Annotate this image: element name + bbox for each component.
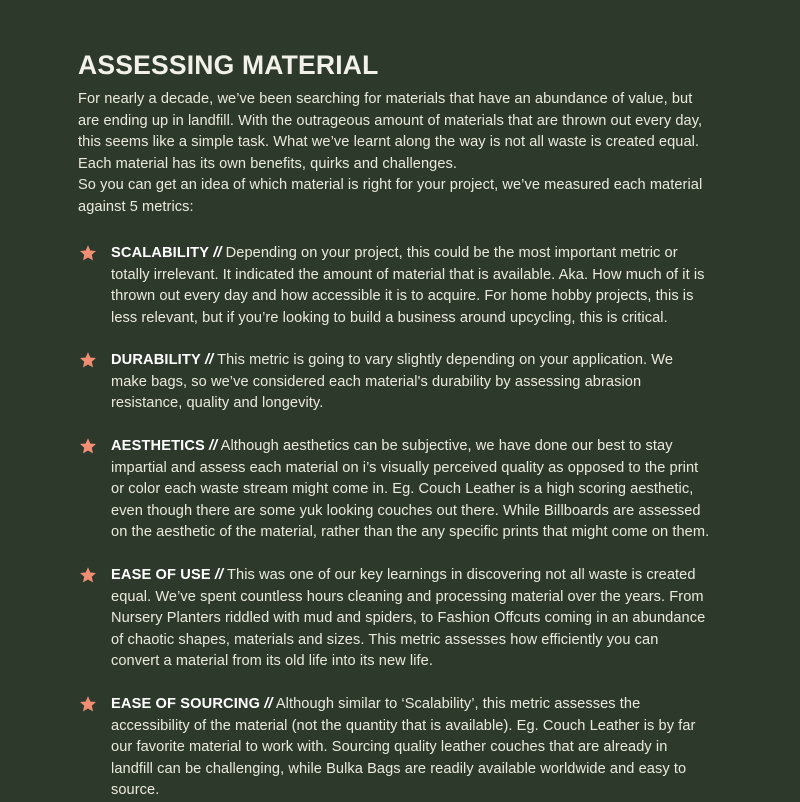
metric-label: AESTHETICS: [111, 438, 205, 455]
metric-label: SCALABILITY: [111, 244, 210, 261]
metric-item: [78, 565, 710, 673]
star-icon: [79, 566, 97, 584]
metric-paragraph: [111, 694, 710, 802]
metric-item: [78, 694, 710, 802]
star-icon: [79, 351, 97, 369]
metric-item: [78, 436, 710, 544]
metric-body: Although similar to ‘Scalability’, this metric assesses the accessibility of the material (not the quantity that is available). Eg. Couch Leather is by far our favorite material to work with. Sourcing quality leather couches that are already in landfill can be challenging, while Bulka Bags are readily available worldwide and easy to source.: [111, 696, 696, 799]
metric-label: EASE OF USE: [111, 567, 211, 584]
metric-body: This was one of our key learnings in discovering not all waste is created equal. We’ve spent countless hours cleaning and processing material over the years. From Nursery Planters riddled with mud and spiders, to Fashion Offcuts coming in an abundance of chaotic shapes, materials and sizes. This metric assesses how efficiently you can convert a material from its old life into its new life.: [111, 567, 706, 670]
metric-paragraph: [111, 436, 710, 544]
page-title: ASSESSING MATERIAL: [78, 50, 379, 80]
star-icon: [79, 244, 97, 262]
metric-separator: //: [264, 696, 273, 712]
metric-paragraph: [111, 350, 710, 415]
metric-item: [78, 350, 710, 415]
metric-separator: //: [204, 352, 214, 369]
metric-label: DURABILITY: [111, 352, 201, 369]
metric-body: Although aesthetics can be subjective, we have done our best to stay impartial and assess each material on i’s visually perceived quality as opposed to the print or color each waste stream might come in. Eg. Couch Leather is a high scoring aesthetic, even though there are some yuk looking couches out there. While Billboards are assessed on the aesthetic of the material, rather than the any specific prints that might come on them.: [111, 438, 710, 541]
intro-paragraph: So you can get an idea of which material is right for your project, we’ve measured each material against 5 metrics:: [78, 177, 703, 215]
metric-separator: //: [214, 567, 224, 584]
metric-item: [78, 243, 710, 329]
star-icon: [79, 695, 97, 713]
metric-paragraph: [111, 243, 710, 329]
metric-separator: //: [213, 244, 222, 261]
star-icon: [79, 437, 97, 455]
metric-separator: //: [209, 438, 218, 455]
metric-label: EASE OF SOURCING: [111, 696, 261, 712]
metric-body: Depending on your project, this could be the most important metric or totally irrelevant. It indicated the amount of material that is available. Aka. How much of it is thrown out every day and how accessible it is to acquire. For home hobby projects, this is less relevant, but if you’re looking to build a business around upcycling, this is critical.: [111, 244, 705, 326]
intro-section: [78, 89, 710, 217]
metrics-list: [78, 243, 710, 802]
intro-paragraph: For nearly a decade, we’ve been searching for materials that have an abundance of value, but are ending up in landfill. With the outrageous amount of materials that are thrown out every day, this seems like a simple task. What we’ve learnt along the way is not all waste is created equal. Each material has its own benefits, quirks and challenges.: [78, 91, 703, 172]
metric-paragraph: [111, 565, 710, 673]
metric-body: This metric is going to vary slightly depending on your application. We make bags, so we’ve considered each material's durability by assessing abrasion resistance, quality and longevity.: [111, 352, 674, 412]
